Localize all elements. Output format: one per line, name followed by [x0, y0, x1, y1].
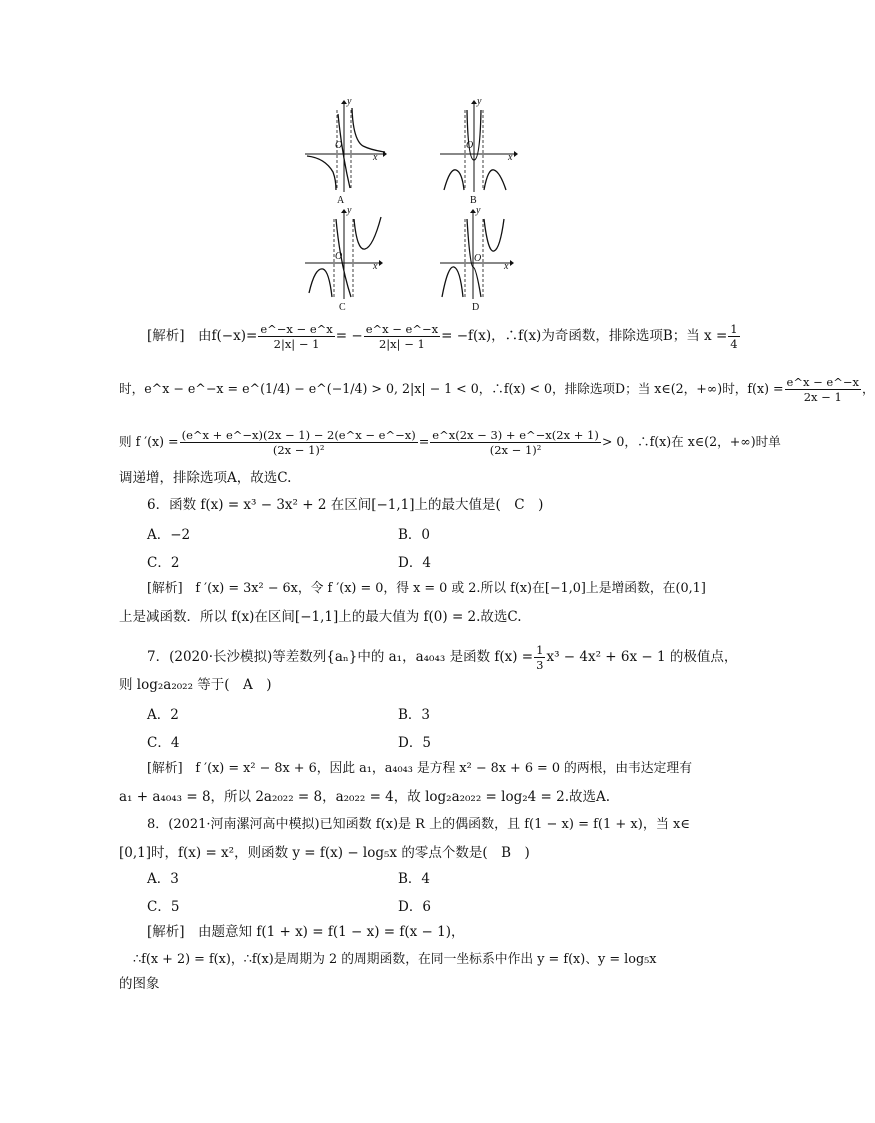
graph-b-svg [440, 100, 520, 192]
axis-x-label: x [373, 261, 378, 272]
q8-stem-line-1: 8．(2021·河南漯河高中模拟)已知函数 f(x)是 R 上的偶函数，且 f(1 − x) = f(1 + x)，当 x∈ [147, 817, 690, 832]
q8-solution-line-1: [解析] 由题意知 f(1 + x) = f(1 − x) = f(x − 1)， [147, 924, 465, 940]
graph-d [440, 205, 520, 313]
q8-option-b: B．4 [398, 871, 431, 887]
fraction: $\frac{e\^{}x(2x - 3) + e\^{}-x(2x + 1)}{\text{(2x − 1)²}}$ [432, 428, 599, 457]
q6-stem: 6．函数 f(x) = x³ − 3x² + 2 在区间[−1,1]上的最大值是( C ) [147, 497, 544, 513]
q7-option-a: A．2 [147, 707, 179, 723]
q5-solution-line-1: [解析] 由f(−x)= $\frac{e\^{}-x - e\^{}x}{2|x| - 1}$ = − $\frac{e\^{}x - e\^{}-x}{2|x| - 1}$ = −f(x)，∴f(x)为奇函数，排除选项B；当 x = $\frac{1}{4}$ [147, 322, 738, 351]
graph-c-svg [305, 207, 387, 299]
origin-label: O [466, 140, 474, 151]
fraction: $\frac{e\^{}x - e\^{}-x}{2x - 1}$ [786, 375, 859, 404]
q7-option-d: D．5 [398, 735, 431, 751]
graph-label-d: D [472, 302, 480, 313]
q8-solution-line-3: 的图象 [119, 976, 160, 992]
q6-option-c: C．2 [147, 555, 180, 571]
origin-label: O [335, 251, 343, 262]
fraction: $\frac{e\^{}-x - e\^{}x}{2|x| - 1}$ [260, 322, 333, 351]
graph-a [305, 96, 387, 206]
q5-solution-line-3: 则 f ′(x) = $\frac{(e\^{}x + e\^{}-x)(2x - 1) - 2(e\^{}x - e\^{}-x)}{\text{(2x − 1)²}}$ = $\frac{e\^{}x(2x - 3) + e\^{}-x(2x + 1)}{\text{(2x − 1)²}}$ > 0，∴f(x)在 x∈(2，+∞)时单 [119, 428, 781, 457]
fraction: $\frac{1}{4}$ [730, 322, 738, 351]
q7-option-c: C．4 [147, 735, 180, 751]
q6-solution-line-1: [解析] f ′(x) = 3x² − 6x，令 f ′(x) = 0，得 x = 0 或 2.所以 f(x)在[−1,0]上是增函数，在(0,1] [147, 581, 706, 596]
q7-option-b: B．3 [398, 707, 431, 723]
q8-option-c: C．5 [147, 899, 180, 915]
origin-label: O [335, 140, 343, 151]
q8-stem-line-2: [0,1]时，f(x) = x²，则函数 y = f(x) − log₅x 的零点个数是( B ) [119, 845, 530, 861]
q7-stem-line-2: 则 log₂a₂₀₂₂ 等于( A ) [119, 677, 272, 693]
q8-option-d: D．6 [398, 899, 431, 915]
graph-c [305, 205, 387, 313]
graph-b [440, 96, 520, 206]
axis-y-label: y [476, 205, 481, 216]
graph-label-a: A [337, 195, 345, 206]
q8-solution-line-2: ∴f(x + 2) = f(x)，∴f(x)是周期为 2 的周期函数，在同一坐标系中作出 y = f(x)、y = log₅x [133, 952, 657, 967]
fraction: $\frac{(e\^{}x + e\^{}-x)(2x - 1) - 2(e\^{}x - e\^{}-x)}{\text{(2x − 1)²}}$ [181, 428, 416, 457]
q6-solution-line-2: 上是减函数．所以 f(x)在区间[−1,1]上的最大值为 f(0) = 2.故选C. [119, 609, 522, 625]
axis-y-label: y [477, 96, 482, 107]
origin-label: O [474, 253, 482, 264]
q5-solution-line-2: 时，e^x − e^−x = e^(1/4) − e^(−1/4) > 0, 2|x| − 1 < 0，∴f(x) < 0，排除选项D；当 x∈(2，+∞)时，f(x) = $\frac{e\^{}x - e\^{}-x}{2x - 1}$ ， [119, 375, 875, 404]
q7-solution-line-1: [解析] f ′(x) = x² − 8x + 6，因此 a₁，a₄₀₄₃ 是方程 x² − 8x + 6 = 0 的两根，由韦达定理有 [147, 761, 692, 776]
axis-y-label: y [347, 205, 352, 216]
q6-option-b: B．0 [398, 527, 431, 543]
q7-solution-line-2: a₁ + a₄₀₄₃ = 8，所以 2a₂₀₂₂ = 8，a₂₀₂₂ = 4，故 log₂a₂₀₂₂ = log₂4 = 2.故选A. [119, 789, 611, 805]
axis-x-label: x [508, 152, 513, 163]
fraction: $\frac{e\^{}x - e\^{}-x}{2|x| - 1}$ [365, 322, 439, 351]
q5-solution-line-4: 调递增，排除选项A，故选C. [119, 470, 292, 486]
q6-option-d: D．4 [398, 555, 431, 571]
q8-option-a: A．3 [147, 871, 179, 887]
axis-x-label: x [504, 261, 509, 272]
fraction: $\frac{1}{3}$ [536, 643, 544, 672]
graph-label-b: B [470, 195, 477, 206]
q6-option-a: A．−2 [147, 527, 191, 543]
graph-label-c: C [339, 302, 346, 313]
axis-x-label: x [373, 152, 378, 163]
graph-a-svg [305, 100, 387, 192]
axis-y-label: y [347, 96, 352, 107]
q7-stem-line-1: 7．(2020·长沙模拟)等差数列{aₙ}中的 a₁，a₄₀₄₃ 是函数 f(x) = $\frac{1}{3}$ x³ − 4x² + 6x − 1 的极值点， [147, 643, 738, 672]
